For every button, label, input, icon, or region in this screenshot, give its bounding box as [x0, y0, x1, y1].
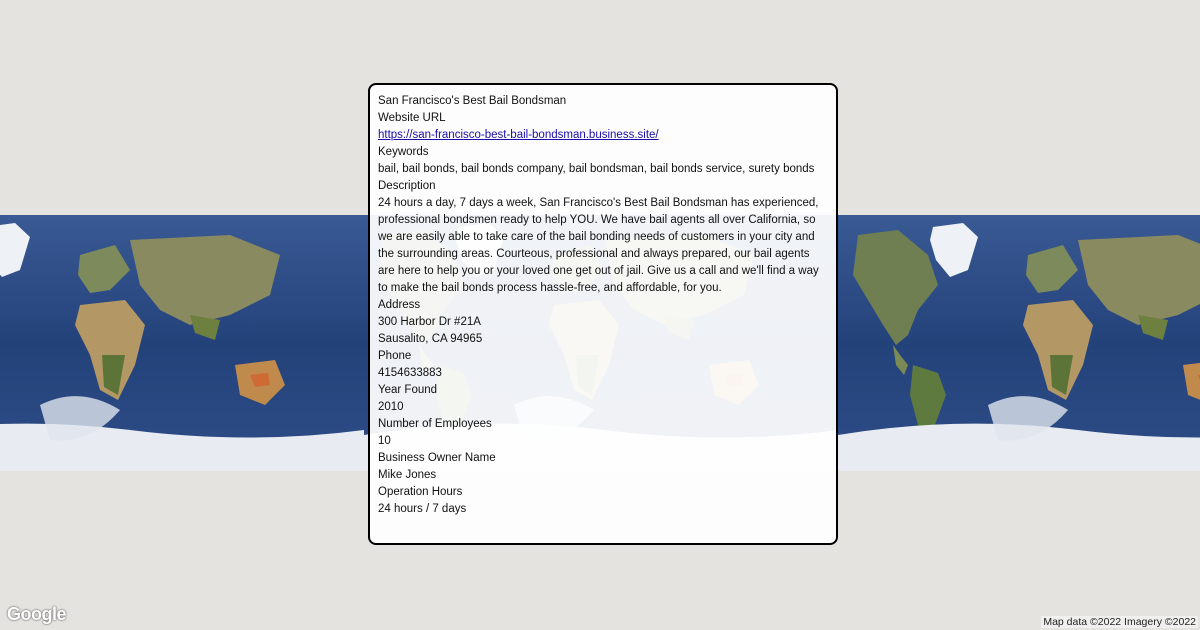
- description-value: 24 hours a day, 7 days a week, San Francisco's Best Bail Bondsman has experienced, professional bondsmen ready to help YOU. We have bail agents all over California, so we are easily able to take care of the bail bonding needs of customers in your city and the surrounding areas. Courteous, professional and always prepared, our bail agents are here to help you or your loved one get out of jail. Give us a call and we'll find a way to make the bail bonds process hassle-free, and affordable, for you.: [378, 197, 819, 294]
- map-attribution: Map data ©2022 Imagery ©2022: [1043, 616, 1196, 628]
- google-logo[interactable]: Google: [7, 604, 66, 624]
- hours-label: Operation Hours: [378, 486, 463, 498]
- website-label: Website URL: [378, 112, 446, 124]
- phone-label: Phone: [378, 350, 412, 362]
- website-link[interactable]: https://san-francisco-best-bail-bondsman.business.site/: [378, 129, 659, 141]
- owner-value: Mike Jones: [378, 469, 437, 481]
- hours-value: 24 hours / 7 days: [378, 503, 467, 515]
- business-info-card: [368, 83, 838, 545]
- employees-label: Number of Employees: [378, 418, 492, 430]
- description-label: Description: [378, 180, 436, 192]
- phone-value: 4154633883: [378, 367, 442, 379]
- year-label: Year Found: [378, 384, 438, 396]
- year-value: 2010: [378, 401, 404, 413]
- keywords-value: bail, bail bonds, bail bonds company, bail bondsman, bail bonds service, surety bonds: [378, 163, 815, 175]
- address-label: Address: [378, 299, 421, 311]
- address-line2: Sausalito, CA 94965: [378, 333, 483, 345]
- keywords-label: Keywords: [378, 146, 429, 158]
- business-name: San Francisco's Best Bail Bondsman: [378, 95, 567, 107]
- address-line1: 300 Harbor Dr #21A: [378, 316, 481, 328]
- owner-label: Business Owner Name: [378, 452, 496, 464]
- employees-value: 10: [378, 435, 391, 447]
